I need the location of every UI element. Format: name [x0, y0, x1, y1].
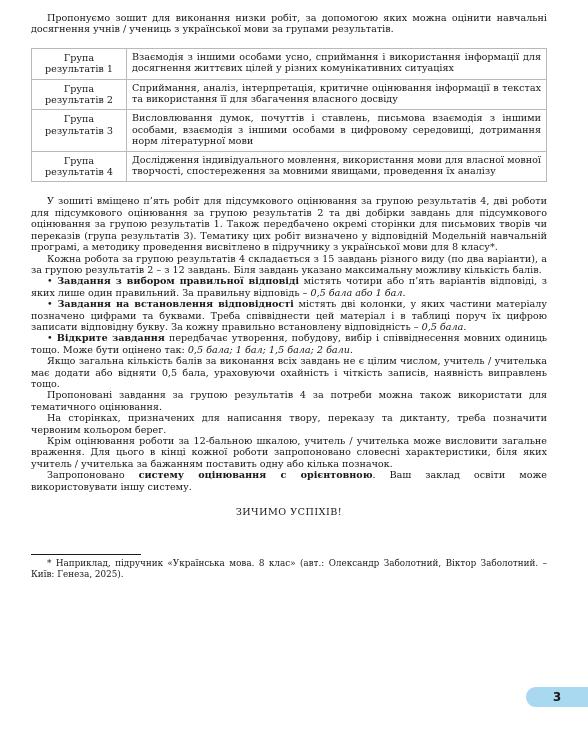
- bullet-title: Завдання на встановлення відповідності: [57, 299, 294, 311]
- group-label: Група результатів 3: [32, 110, 127, 151]
- bullet-matching: [31, 299, 547, 333]
- paragraph-margin: На сторінках, призначених для написання твору, переказу та диктанту, треба позначити червоним кольором берег.: [31, 413, 547, 436]
- table-row: [32, 48, 547, 79]
- system-text-end: . Ваш заклад освіти може використовувати іншу систему.: [31, 470, 547, 493]
- page-number: 3: [526, 687, 588, 707]
- system-bold: систему оцінювання с орієнтовною: [138, 470, 373, 482]
- group-label: Група результатів 2: [32, 79, 127, 110]
- group-label: Група результатів 1: [32, 48, 127, 79]
- page-content: [31, 13, 547, 581]
- bullet-open-task: [31, 333, 547, 356]
- group-description: Висловлювання думок, почуттів і ставлень, письмова взаємодія з іншими особами, взаємодія з іншими особами в цифровому середовищі, дотримання норм літературної мови: [127, 110, 547, 151]
- bullet-multiple-choice: [31, 276, 547, 299]
- footnote: * Наприклад, підручник «Українська мова. 8 клас» (авт.: Олександр Заболотний, Віктор Заболотний. – Київ: Генеза, 2025).: [31, 559, 547, 581]
- bullet-icon: •: [47, 333, 53, 345]
- paragraph-impression: Крім оцінювання роботи за 12-бальною шкалою, учитель / учителька може висловити загальне враження. Для цього в кінці кожної роботи запропоновано словесні характеристики, біля яких учитель / учителька за бажанням поставить одну або кілька позначок.: [31, 436, 547, 470]
- results-table: [31, 48, 547, 183]
- bullet-title: Відкрите завдання: [56, 333, 165, 345]
- intro-paragraph: Пропонуємо зошит для виконання низки робіт, за допомогою яких можна оцінити навчальні досягнення учнів / учениць з української мови за групами результатів.: [31, 13, 547, 36]
- bullet-text: передбачає утворення, побудову, вибір і співвіднесення мовних одиниць тощо. Може бути оцінено так:: [31, 333, 547, 356]
- group-description: Взаємодія з іншими особами усно, сприймання і використання інформації для досягнення життєвих цілей у різних комунікативних ситуаціях: [127, 48, 547, 79]
- bullet-score: 0,5 бала.: [421, 321, 467, 333]
- group-description: Дослідження індивідуального мовлення, використання мови для власної мовної творчості, спостереження за мовними явищами, проведення їх аналізу: [127, 151, 547, 182]
- paragraph-works-overview: У зошиті вміщено п’ять робіт для підсумкового оцінювання за групою результатів 4, дві роботи для підсумкового оцінювання за групою результатів 2 та дві добірки завдань для підсумкового оцінювання за групою результатів 1. Також передбачено окремі сторінки для письмових творів чи переказів (група результатів 3). Тематику цих робіт визначено у відповідній Модельній навчальній програмі, а методику проведення висвітлено в підручнику з української мови для 8 класу*.: [31, 196, 547, 254]
- bullet-icon: •: [47, 276, 53, 288]
- bullet-score: 0,5 бала або 1 бал.: [310, 287, 406, 299]
- closing-wish: ЗИЧИМО УСПІХІВ!: [235, 507, 343, 519]
- bullet-text: містять чотири або п’ять варіантів відповіді, з яких лише один правильний. За правильну відповідь –: [31, 276, 547, 299]
- paragraph-thematic: Пропоновані завдання за групою результатів 4 за потреби можна також використати для тематичного оцінювання.: [31, 390, 547, 413]
- group-label: Група результатів 4: [32, 151, 127, 182]
- bullet-title: Завдання з вибором правильної відповіді: [57, 276, 299, 288]
- table-row: [32, 79, 547, 110]
- bullet-text: містять дві колонки, у яких частини матеріалу позначено цифрами та буквами. Треба співвіднести цей матеріал і в таблиці поруч їх цифрою записати відповідну букву. За кожну правильно встановлену відповідність –: [31, 299, 547, 333]
- bullet-icon: •: [47, 299, 53, 311]
- system-text-start: Запропоновано: [47, 470, 139, 482]
- table-row: [32, 151, 547, 182]
- table-row: [32, 110, 547, 151]
- footnote-divider: [31, 554, 141, 555]
- paragraph-rounding: Якщо загальна кількість балів за виконання всіх завдань не є цілим числом, учитель / учителька має додати або відняти 0,5 бала, ураховуючи охайність і чіткість записів, наявність виправлень тощо.: [31, 356, 547, 390]
- paragraph-task-counts: Кожна робота за групою результатів 4 складається з 15 завдань різного виду (по два варіанти), а за групою результатів 2 – з 12 завдань. Біля завдань указано максимальну можливу кількість балів.: [31, 253, 547, 276]
- paragraph-system: [31, 470, 547, 493]
- group-description: Сприймання, аналіз, інтерпретація, критичне оцінювання інформації в текстах та використання її для збагачення власного досвіду: [127, 79, 547, 110]
- bullet-score: 0,5 бала; 1 бал; 1,5 бала; 2 бали.: [187, 344, 353, 356]
